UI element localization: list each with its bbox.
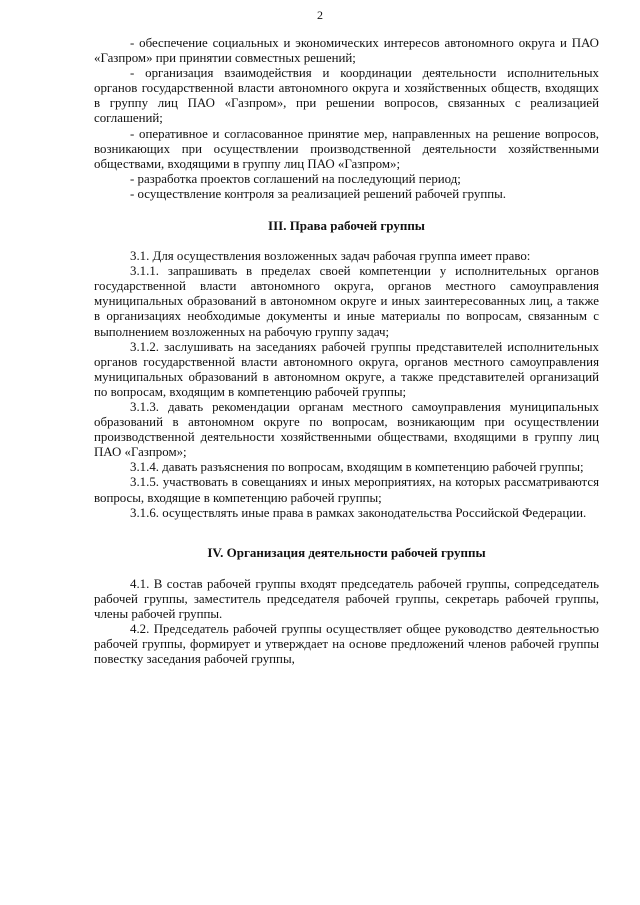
list-item: - обеспечение социальных и экономических интересов автономного округа и ПАО «Газпром» при принятии совместных решений;: [94, 36, 599, 66]
paragraph: 3.1.4. давать разъяснения по вопросам, входящим в компетенцию рабочей группы;: [130, 460, 584, 475]
document-body: [94, 36, 599, 667]
list-item: - разработка проектов соглашений на последующий период;: [130, 171, 461, 186]
list-item: - осуществление контроля за реализацией решений рабочей группы.: [130, 186, 507, 201]
list-item: - организация взаимодействия и координации деятельности исполнительных органов государственной власти автономного округа и хозяйственных обществ, входящих в группу лиц ПАО «Газпром», при решении вопросов, связанных с реализацией соглашений;: [94, 66, 599, 126]
paragraph: 4.2. Председатель рабочей группы осуществляет общее руководство деятельностью рабочей группы, формирует и утверждает на основе предложений членов рабочей группы повестку заседания рабочей группы,: [94, 622, 599, 667]
paragraph: 3.1.5. участвовать в совещаниях и иных мероприятиях, на которых рассматриваются вопросы, входящие в компетенцию рабочей группы;: [94, 475, 599, 505]
paragraph: 3.1.2. заслушивать на заседаниях рабочей группы представителей исполнительных органов государственной власти автономного округа, органов местного самоуправления муниципальных образований в автономном округе, а также представителей организаций по вопросам, входящим в компетенцию рабочей группы;: [94, 339, 599, 399]
paragraph: 3.1.3. давать рекомендации органам местного самоуправления муниципальных образований в автономном округе по вопросам, возникающим при осуществлении производственной деятельности хозяйственными обществами, входящими в группу лиц ПАО «Газпром»;: [94, 399, 599, 460]
paragraph: 3.1. Для осуществления возложенных задач рабочая группа имеет право:: [130, 249, 531, 264]
section-heading-organization: IV. Организация деятельности рабочей группы: [207, 544, 486, 560]
page-number: 2: [317, 8, 323, 22]
paragraph: 3.1.6. осуществлять иные права в рамках законодательства Российской Федерации.: [130, 505, 587, 520]
paragraph: 3.1.1. запрашивать в пределах своей компетенции у исполнительных органов государственной власти автономного округа, органов местного самоуправления муниципальных образований в автономном округе и иных заинтересованных лиц, а также в организациях необходимые документы и иные материалы по вопросам, связанным с выполнением возложенных на рабочую группу задач;: [94, 264, 599, 339]
paragraph: 4.1. В состав рабочей группы входят председатель рабочей группы, сопредседатель рабочей группы, заместитель председателя рабочей группы, секретарь рабочей группы, члены рабочей группы.: [94, 576, 599, 621]
list-item: - оперативное и согласованное принятие мер, направленных на решение вопросов, возникающих при осуществлении производственной деятельности хозяйственными обществами, входящими в группу лиц ПАО «Газпром»;: [94, 126, 599, 171]
section-heading-rights: III. Права рабочей группы: [268, 218, 425, 234]
